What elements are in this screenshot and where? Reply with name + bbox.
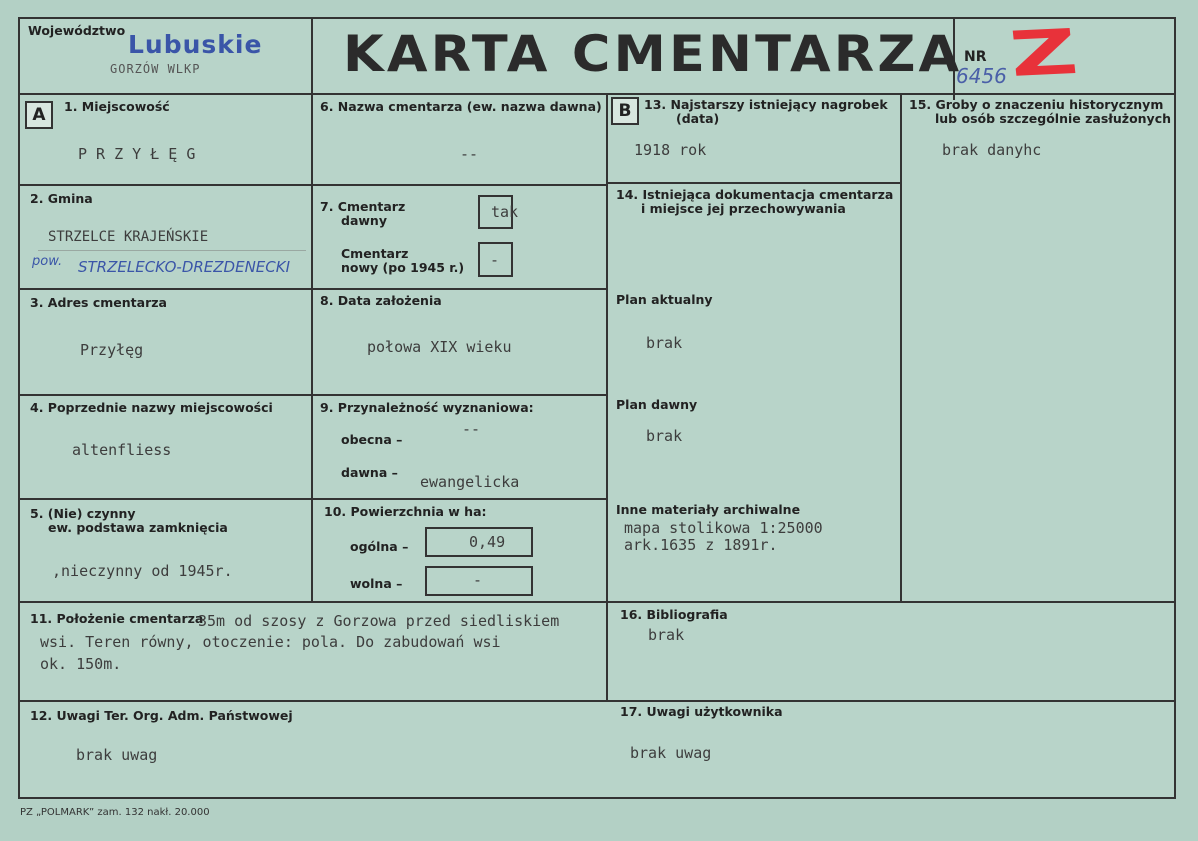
field-2-hand-value: STRZELECKO-DREZDENECKI <box>78 258 291 276</box>
nr-label: NR <box>964 49 987 65</box>
field-6-value: -- <box>460 145 479 163</box>
field-17-value: brak uwag <box>630 744 712 762</box>
field-8-label: 8. Data założenia <box>320 293 442 308</box>
header-vdivider-left <box>311 17 313 100</box>
field-1-label: 1. Miejscowość <box>64 99 170 114</box>
field-3-value: Przyłęg <box>80 341 144 359</box>
plan-dawny-value: brak <box>646 427 683 445</box>
field-2-underline <box>38 250 306 251</box>
section-b-marker: B <box>611 97 639 125</box>
plan-dawny-label: Plan dawny <box>616 397 698 412</box>
field-5-value: ,nieczynny od 1945r. <box>52 562 233 580</box>
row-divider <box>18 288 312 290</box>
field-6-label: 6. Nazwa cmentarza (ew. nazwa dawna) <box>320 99 602 114</box>
row-divider <box>18 394 312 396</box>
field-2-hand-prefix: pow. <box>32 254 63 269</box>
field-4-value: altenfliess <box>72 441 172 459</box>
field-16-value: brak <box>648 626 685 644</box>
field-4-label: 4. Poprzednie nazwy miejscowości <box>30 400 273 415</box>
header-divider <box>18 93 1176 95</box>
field-2-label: 2. Gmina <box>30 191 93 206</box>
field-10-label: 10. Powierzchnia w ha: <box>324 504 487 519</box>
section-a-marker: A <box>25 101 53 129</box>
field-11-line-1: 35m od szosy z Gorzowa przed siedliskiem <box>198 612 560 630</box>
inne-materialy-label: Inne materiały archiwalne <box>616 502 801 517</box>
inne-materialy-line-1: mapa stolikowa 1:25000 <box>624 519 823 537</box>
nr-red-mark: Z <box>1006 14 1082 91</box>
field-13-label-2: (data) <box>676 111 720 126</box>
field-2-value: STRZELCE KRAJEŃSKIE <box>48 229 209 245</box>
field-9-label: 9. Przynależność wyznaniowa: <box>320 400 534 415</box>
printer-footer: PZ „POLMARK” zam. 132 nakł. 20.000 <box>20 807 210 818</box>
field-13-label: 13. Najstarszy istniejący nagrobek <box>644 97 888 112</box>
field-8-value: połowa XIX wieku <box>367 338 512 356</box>
field-11-line-3: ok. 150m. <box>40 655 122 673</box>
field-9-obecna-value: -- <box>462 420 481 438</box>
row-divider <box>606 182 901 184</box>
field-16-label: 16. Bibliografia <box>620 607 728 622</box>
row-divider <box>311 288 608 290</box>
inne-materialy-line-2: ark.1635 z 1891r. <box>624 536 778 554</box>
field-7-dawny-value: tak <box>491 203 519 221</box>
col-divider <box>606 93 608 701</box>
field-17-label: 17. Uwagi użytkownika <box>620 704 783 719</box>
row-divider <box>18 700 1176 702</box>
row-divider <box>18 184 312 186</box>
field-7-nowy-value: - <box>490 251 500 269</box>
nr-handwritten: 6456 <box>956 64 1007 88</box>
field-10-ogolna-label: ogólna – <box>350 539 409 554</box>
field-15-label: 15. Groby o znaczeniu historycznym <box>909 97 1164 112</box>
field-12-value: brak uwag <box>76 746 158 764</box>
row-divider <box>18 498 312 500</box>
field-9-obecna-label: obecna – <box>341 432 403 447</box>
field-1-value: P R Z Y Ł Ę G <box>78 145 196 163</box>
row-divider <box>18 601 1176 603</box>
row-divider <box>311 498 608 500</box>
field-7-nowy-label-2: nowy (po 1945 r.) <box>341 260 465 275</box>
col-divider <box>311 93 313 603</box>
field-15-label-2: lub osób szczególnie zasłużonych <box>935 111 1172 126</box>
field-10-ogolna-value: 0,49 <box>469 533 506 551</box>
plan-aktualny-label: Plan aktualny <box>616 292 713 307</box>
field-10-wolna-value: - <box>473 571 483 589</box>
field-3-label: 3. Adres cmentarza <box>30 295 167 310</box>
field-15-value: brak danyhc <box>942 141 1042 159</box>
field-7-dawny-label-2: dawny <box>341 213 387 228</box>
row-divider <box>311 184 608 186</box>
field-9-dawna-value: ewangelicka <box>420 473 520 491</box>
field-13-value: 1918 rok <box>634 141 707 159</box>
field-11-label: 11. Położenie cmentarza <box>30 611 204 626</box>
field-12-label: 12. Uwagi Ter. Org. Adm. Państwowej <box>30 708 293 723</box>
field-10-wolna-label: wolna – <box>350 576 403 591</box>
field-14-label: 14. Istniejąca dokumentacja cmentarza <box>616 187 894 202</box>
field-11-line-2: wsi. Teren równy, otoczenie: pola. Do zabudowań wsi <box>40 633 501 651</box>
field-5-label-2: ew. podstawa zamknięcia <box>48 520 228 535</box>
wojewodztwo-typed: GORZÓW WLKP <box>110 62 201 76</box>
field-7-nowy-label: Cmentarz <box>341 246 409 261</box>
page-title: KARTA CMENTARZA <box>343 25 963 83</box>
field-5-label: 5. (Nie) czynny <box>30 506 136 521</box>
field-7-dawny-label: 7. Cmentarz <box>320 199 406 214</box>
col-divider <box>900 93 902 601</box>
field-9-dawna-label: dawna – <box>341 465 398 480</box>
wojewodztwo-label: Województwo <box>28 23 126 38</box>
plan-aktualny-value: brak <box>646 334 683 352</box>
row-divider <box>311 394 608 396</box>
wojewodztwo-stamp: Lubuskie <box>128 30 263 59</box>
field-14-label-2: i miejsce jej przechowywania <box>641 201 846 216</box>
